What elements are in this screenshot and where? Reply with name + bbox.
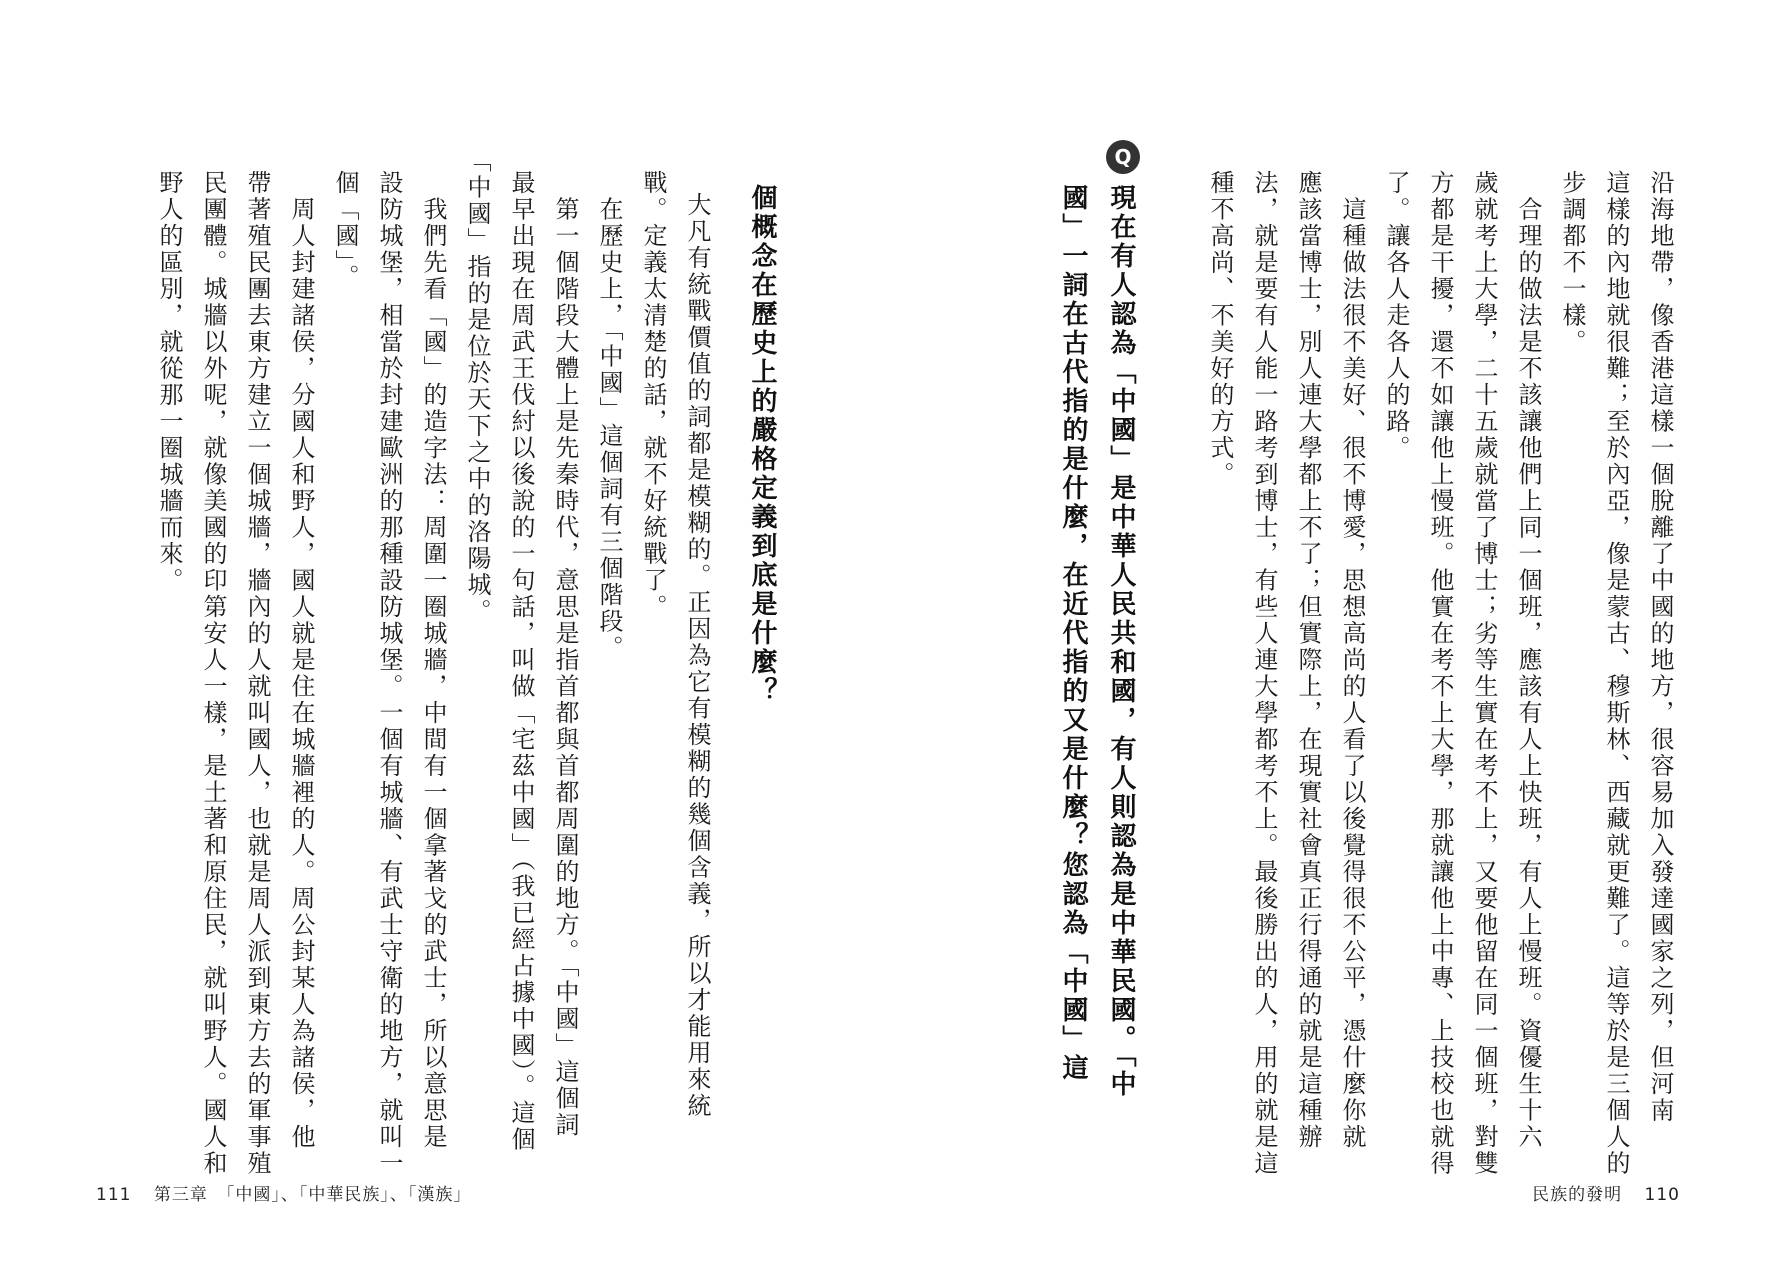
body-line: 這樣的內地就很難；至於內亞，像是蒙古、穆斯林、西藏就更難了。這等於是三個人的: [1602, 170, 1630, 1177]
right-page: [892, 0, 1784, 1276]
question-line: 國」一詞在古代指的是什麼，在近代指的又是什麼？您認為「中國」這: [1058, 184, 1088, 1083]
body-line: 設防城堡，相當於封建歐洲的那種設防城堡。一個有城牆、有武士守衛的地方，就叫一: [375, 170, 403, 1177]
body-line: 第一個階段大體上是先秦時代，意思是指首都與首都周圍的地方。「中國」這個詞: [551, 170, 579, 1139]
body-line: 種不高尚、不美好的方式。: [1206, 170, 1234, 488]
body-line: 在歷史上，「中國」這個詞有三個階段。: [595, 170, 623, 662]
question-continuation: 個概念在歷史上的嚴格定義到底是什麼？: [747, 184, 777, 706]
body-line: 戰。定義太清楚的話，就不好統戰了。: [639, 170, 667, 621]
page-number: 111: [96, 1185, 132, 1205]
body-line: 民團體。城牆以外呢，就像美國的印第安人一樣，是土著和原住民，就叫野人。國人和: [199, 170, 227, 1177]
running-footer-right: [1532, 1180, 1680, 1205]
body-line: 方都是干擾，還不如讓他上慢班。他實在考不上大學，那就讓他上中專、上技校也就得: [1426, 170, 1454, 1177]
book-title: 民族的發明: [1532, 1185, 1623, 1205]
body-line: 最早出現在周武王伐紂以後說的一句話，叫做「宅茲中國」（我已經占據中國）。這個: [507, 170, 535, 1153]
body-line: 帶著殖民團去東方建立一個城牆，牆內的人就叫國人，也就是周人派到東方去的軍事殖: [243, 170, 271, 1177]
body-line: 歲就考上大學，二十五歲就當了博士；劣等生實在考不上，又要他留在同一個班，對雙: [1470, 170, 1498, 1177]
body-line: 應該當博士，別人連大學都上不了；但實際上，在現實社會真正行得通的就是這種辦: [1294, 170, 1322, 1151]
question-icon: Q: [1106, 140, 1140, 174]
chapter-title: 第三章 「中國」、「中華民族」、「漢族」: [153, 1185, 472, 1205]
body-line: 大凡有統戰價值的詞都是模糊的。正因為它有模糊的幾個含義，所以才能用來統: [683, 192, 711, 1120]
body-line: 沿海地帶，像香港這樣一個脫離了中國的地方，很容易加入發達國家之列，但河南: [1646, 170, 1674, 1124]
body-line: 周人封建諸侯，分國人和野人，國人就是住在城牆裡的人。周公封某人為諸侯，他: [287, 170, 315, 1151]
body-line: 個「國」。: [331, 170, 359, 291]
body-line: 這種做法很不美好、很不博愛，思想高尚的人看了以後覺得很不公平，憑什麼你就: [1338, 170, 1366, 1151]
body-line: 合理的做法是不該讓他們上同一個班，應該有人上快班，有人上慢班。資優生十六: [1514, 170, 1542, 1151]
body-line: 野人的區別，就從那一圈城牆而來。: [155, 170, 183, 594]
body-line: 我們先看「國」的造字法：周圍一圈城牆，中間有一個拿著戈的武士，所以意思是: [419, 170, 447, 1151]
question-line: 現在有人認為「中國」是中華人民共和國，有人則認為是中華民國。「中: [1106, 184, 1136, 1099]
body-line: 「中國」指的是位於天下之中的洛陽城。: [463, 148, 491, 625]
running-footer-left: [96, 1180, 471, 1205]
body-line: 了。讓各人走各人的路。: [1382, 170, 1410, 462]
page-number: 110: [1644, 1185, 1680, 1205]
body-line: 步調都不一樣。: [1558, 170, 1586, 356]
body-line: 法，就是要有人能一路考到博士，有些人連大學都考不上。最後勝出的人，用的就是這: [1250, 170, 1278, 1177]
